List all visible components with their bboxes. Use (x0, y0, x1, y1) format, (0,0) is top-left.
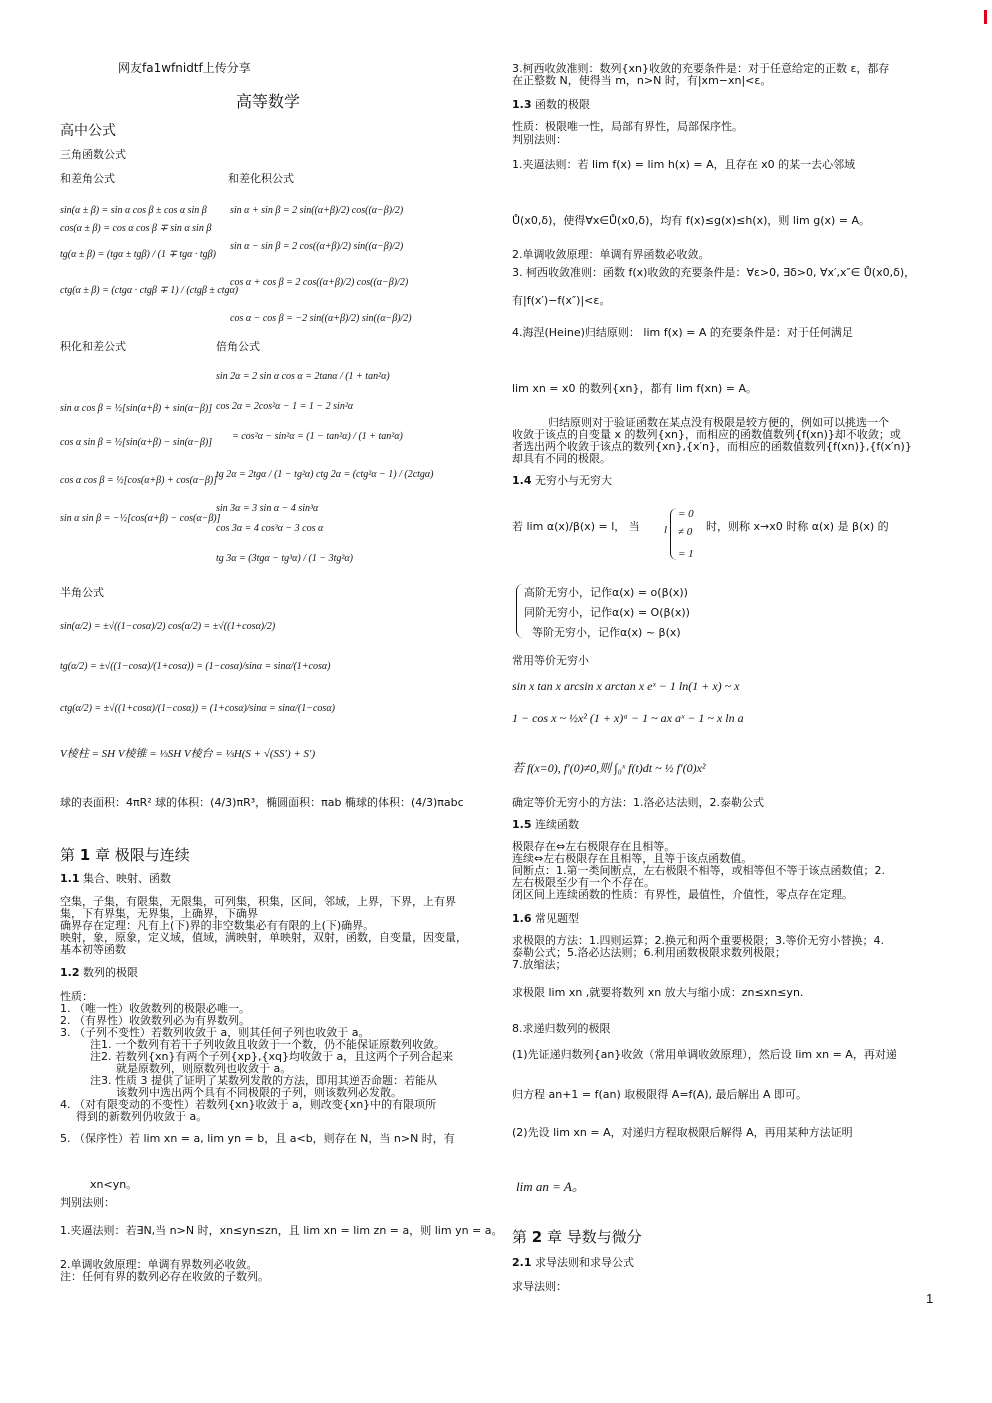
note-3: 注3. 性质 3 提供了证明了某数列发散的方法，即用其逆否命题：若能从 (90, 1074, 437, 1087)
formula-tg-ctg-2a: tg 2α = 2tgα / (1 − tg²α) ctg 2α = (ctg²α − 1) / (2ctgα) (216, 469, 434, 480)
chapter-2-heading: 第 2 章 导数与微分 (512, 1228, 642, 1246)
heine-principle: 4.海涅(Heine)归结原则： lim f(x) = A 的充要条件是：对于任何满足 (512, 326, 853, 339)
case-one: = 1 (678, 548, 694, 560)
section-2-1-heading: 2.1 求导法则和求导公式 (512, 1256, 634, 1269)
document-title: 高等数学 (236, 92, 301, 111)
chapter-1-heading: 第 1 章 极限与连续 (60, 846, 190, 864)
function-cauchy-rule: 3. 柯西收敛准则：函数 f(x)收敛的充要条件是：∀ε>0, ∃δ>0, ∀x′,x″∈ Ů(x0,δ)， (512, 266, 916, 279)
section-1-6-heading: 1.6 常见题型 (512, 912, 579, 925)
section-1-1-body: 空集，子集，有限集，无限集，可列集，积集，区间，邻域，上界，下界，上有界集，下有界集，无界集，上确界，下确界 确界存在定理：凡有上(下)界的非空数集必有有限的上(下)确界。 映射，象，原象，定义域，值域，满映射，单映射，双射，函数，自变量，因变量，基本初等函数 (60, 895, 467, 956)
case-zero: = 0 (678, 508, 694, 520)
formula-sin-2a: sin 2α = 2 sin α cos α = 2tanα / (1 + tan²α) (216, 371, 390, 382)
heine-explanation-4: 却具有不同的极限。 (512, 452, 611, 465)
judgement-rules-label: 判别法则： (60, 1196, 115, 1209)
page-number: 1 (926, 1291, 934, 1306)
case-nonzero: ≠ 0 (678, 526, 693, 538)
recursive-step-1-cont: 归方程 an+1 = f(an) 取极限得 A=f(A), 最后解出 A 即可。 (512, 1088, 808, 1101)
limit-methods-3: 7.放缩法； (512, 958, 567, 971)
equivalents-line-3: 若 f(x=0), f′(0)≠0,则 ∫₀ˣ f(t)dt ~ ½ f′(0)x² (512, 761, 706, 775)
formula-cos-2a-tan: = cos²α − sin²α = (1 − tan²α) / (1 + tan²α) (232, 431, 403, 442)
higher-order-infinitesimal: 高阶无穷小，记作α(x) = o(β(x)) (524, 586, 688, 599)
limit-methods-1: 求极限的方法：1.四则运算；2.换元和两个重要极限；3.等价无穷小替换；4. (512, 934, 884, 947)
section-1-4-heading: 1.4 无穷小与无穷大 (512, 474, 612, 487)
heine-explanation-2: 收敛于该点的自变量 x 的数列{xn}，而相应的函数值数列{f(xn)}却不收敛；或 (512, 428, 901, 441)
note-2: 注2. 若数列{xn}有两个子列{xp},{xq}均收敛于 a，且这两个子列合起来 (90, 1050, 454, 1063)
formula-sin-3a: sin 3α = 3 sin α − 4 sin³α (216, 503, 319, 514)
formula-volumes: V棱柱 = SH V棱锥 = ⅓SH V棱台 = ⅓H(S + √(SS′) + S′) (60, 748, 316, 760)
limit-methods-2: 泰勒公式；5.洛必达法则；6.利用函数极限求数列极限； (512, 946, 786, 959)
continuity-line-5: 闭区间上连续函数的性质：有界性，最值性，介值性，零点存在定理。 (512, 888, 853, 901)
section-1-1-heading: 1.1 集合、映射、函数 (60, 872, 171, 885)
uploader-note: 网友fa1wfnidtf上传分享 (118, 61, 251, 75)
formula-cos-sum: cos(α ± β) = cos α cos β ∓ sin α sin β (60, 223, 212, 234)
section-hs-formulas: 高中公式 (60, 123, 116, 139)
function-squeeze-rule-cont: Ů(x0,δ)，使得∀x∈Ů(x0,δ)，均有 f(x)≤g(x)≤h(x)，则 lim g(x) = A。 (512, 214, 871, 227)
formula-cos-plus-cos: cos α + cos β = 2 cos((α+β)/2) cos((α−β)/2) (230, 277, 409, 288)
same-order-infinitesimal: 同阶无穷小，记作α(x) = O(β(x)) (524, 606, 690, 619)
property-order-preserving: 5. （保序性）若 lim xn = a, lim yn = b，且 a<b，则存在 N，当 n>N 时，有 (60, 1132, 455, 1145)
cauchy-criterion: 3.柯西收敛准则：数列{xn}收敛的充要条件是：对于任意给定的正数 ε，都存 (512, 62, 890, 75)
formula-half-sin-cos: sin(α/2) = ±√((1−cosα)/2) cos(α/2) = ±√((1+cosα)/2) (60, 621, 276, 632)
rule-monotone-note: 注：任何有界的数列必存在收敛的子数列。 (60, 1270, 269, 1283)
note-1: 注1. 一个数列有若干子列收敛且收敛于一个数，仍不能保证原数列收敛。 (90, 1038, 445, 1051)
property-boundedness: 2. （有界性）收敛数列必为有界数列。 (60, 1014, 250, 1027)
formula-sin-minus-sin: sin α − sin β = 2 cos((α+β)/2) sin((α−β)/2) (230, 241, 404, 252)
equivalent-methods: 确定等价无穷小的方法：1.洛必达法则，2.泰勒公式 (512, 796, 764, 809)
function-limit-properties: 性质：极限唯一性，局部有界性，局部保序性。 (512, 120, 743, 133)
sum-diff-angle-heading: 和差角公式 (60, 172, 115, 185)
rule-squeeze: 1.夹逼法则：若∃N,当 n>N 时，xn≤yn≤zn，且 lim xn = lim zn = a，则 lim yn = a。 (60, 1224, 503, 1237)
trig-title: 三角函数公式 (60, 148, 126, 161)
equivalent-infinitesimal: 等阶无穷小，记作α(x) ~ β(x) (532, 626, 681, 639)
formula-sin-sum: sin(α ± β) = sin α cos β ± cos α sin β (60, 205, 207, 216)
section-1-2-heading: 1.2 数列的极限 (60, 966, 138, 979)
product-to-sum-heading: 积化和差公式 (60, 340, 126, 353)
note-2-cont: 就是原数列，则原数列也收敛于 a。 (116, 1062, 292, 1075)
limit-scaling: 求极限 lim xn ,就要将数列 xn 放大与缩小成：zn≤xn≤yn. (512, 986, 804, 999)
formula-half-ctg: ctg(α/2) = ±√((1+cosα)/(1−cosα)) = (1+cosα)/sinα = sinα/(1−cosα) (60, 703, 335, 714)
formula-sin-plus-sin: sin α + sin β = 2 sin((α+β)/2) cos((α−β)/2) (230, 205, 404, 216)
function-cauchy-rule-cont: 有|f(x′)−f(x″)|<ε。 (512, 294, 611, 307)
property-uniqueness: 1. （唯一性）收敛数列的极限必唯一。 (60, 1002, 250, 1015)
property-order-preserving-cont: xn<yn。 (90, 1178, 138, 1191)
formula-cos-3a: cos 3α = 4 cos³α − 3 cos α (216, 523, 324, 534)
rule-monotone: 2.单调收敛原理：单调有界数列必收敛。 (60, 1258, 258, 1271)
continuity-line-3: 间断点：1.第一类间断点，左右极限不相等，或相等但不等于该点函数值；2. (512, 864, 885, 877)
sum-to-product-heading: 和差化积公式 (228, 172, 294, 185)
property-subsequence: 3. （子列不变性）若数列收敛于 a，则其任何子列也收敛于 a。 (60, 1026, 370, 1039)
formula-cos-2a: cos 2α = 2cos²α − 1 = 1 − 2 sin²α (216, 401, 354, 412)
cases-brace (670, 508, 677, 560)
heine-explanation-1: 归结原则对于验证函数在某点没有极限是较方便的，例如可以挑选一个 (548, 416, 889, 429)
formula-cos-cos-product: cos α cos β = ½[cos(α+β) + cos(α−β)] (60, 475, 218, 486)
formula-sin-sin-product: sin α sin β = −½[cos(α+β) − cos(α−β)] (60, 513, 221, 524)
recursive-step-2-cont: lim an = A。 (516, 1179, 585, 1194)
formula-sin-cos-product: sin α cos β = ½[sin(α+β) + sin(α−β)] (60, 403, 213, 414)
property-finite-change-cont: 得到的新数列仍收敛于 a。 (76, 1110, 208, 1123)
equivalents-line-2: 1 − cos x ~ ½x² (1 + x)ᵃ − 1 ~ ax aˣ − 1 ~ x ln a (512, 711, 744, 725)
formula-half-tg: tg(α/2) = ±√((1−cosα)/(1+cosα)) = (1−cosα)/sinα = sinα/(1+cosα) (60, 661, 331, 672)
red-marker (984, 10, 987, 24)
heine-principle-cont: lim xn = x0 的数列{xn}，都有 lim f(xn) = A。 (512, 382, 757, 395)
section-1-3-heading: 1.3 函数的极限 (512, 98, 590, 111)
derivative-rules-label: 求导法则： (512, 1280, 567, 1293)
section-1-5-heading: 1.5 连续函数 (512, 818, 579, 831)
continuity-line-4: 左右极限至少有一个不存在。 (512, 876, 655, 889)
function-monotone-rule: 2.单调收敛原理：单调有界函数必收敛。 (512, 248, 710, 261)
continuity-line-1: 极限存在⇔左右极限存在且相等。 (512, 840, 676, 853)
continuity-line-2: 连续⇔左右极限存在且相等，且等于该点函数值。 (512, 852, 753, 865)
infinitesimal-definition: 若 lim α(x)/β(x) = l， 当 (512, 520, 640, 533)
formula-cos-minus-cos: cos α − cos β = −2 sin((α+β)/2) sin((α−β)/2) (230, 313, 412, 324)
formula-ctg-sum: ctg(α ± β) = (ctgα · ctgβ ∓ 1) / (ctgβ ± ctgα) (60, 285, 239, 296)
recursive-sequence-heading: 8.求递归数列的极限 (512, 1022, 611, 1035)
common-equivalents-heading: 常用等价无穷小 (512, 654, 589, 667)
formula-cos-sin-product: cos α sin β = ½[sin(α+β) − sin(α−β)] (60, 437, 213, 448)
function-limit-rules-label: 判别法则： (512, 133, 567, 146)
half-angle-heading: 半角公式 (60, 586, 104, 599)
infinitesimal-definition-tail: 时，则称 x→x0 时称 α(x) 是 β(x) 的 (706, 520, 889, 533)
heine-explanation-3: 者选出两个收敛于该点的数列{xn},{x′n}，而相应的函数值数列{f(xn)},{f(x′n)} (512, 440, 912, 453)
property-finite-change: 4. （对有限变动的不变性）若数列{xn}收敛于 a，则改变{xn}中的有限项所 (60, 1098, 437, 1111)
formula-tg-3a: tg 3α = (3tgα − tg³α) / (1 − 3tg²α) (216, 553, 353, 564)
properties-label: 性质： (60, 990, 93, 1003)
recursive-step-1: (1)先证递归数列{an}收敛（常用单调收敛原理），然后设 lim xn = A，再对递 (512, 1048, 897, 1061)
order-brace (516, 584, 523, 638)
note-3-cont: 该数列中选出两个具有不同极限的子列，则该数列必发散。 (116, 1086, 402, 1099)
cases-l: l (664, 524, 668, 536)
formula-sphere-ellipse: 球的表面积：4πR² 球的体积：(4/3)πR³，椭圆面积：πab 椭球的体积：(4/3)πabc (60, 796, 464, 809)
formula-tg-sum: tg(α ± β) = (tgα ± tgβ) / (1 ∓ tgα · tgβ) (60, 249, 216, 260)
cauchy-criterion-cont: 在正整数 N，使得当 m，n>N 时，有|xm−xn|<ε。 (512, 74, 772, 87)
function-squeeze-rule: 1.夹逼法则：若 lim f(x) = lim h(x) = A，且存在 x0 的某一去心邻域 (512, 158, 856, 171)
double-angle-heading: 倍角公式 (216, 340, 260, 353)
equivalents-line-1: sin x tan x arcsin x arctan x eˣ − 1 ln(1 + x) ~ x (512, 679, 740, 693)
recursive-step-2: (2)先设 lim xn = A，对递归方程取极限后解得 A，再用某种方法证明 (512, 1126, 853, 1139)
